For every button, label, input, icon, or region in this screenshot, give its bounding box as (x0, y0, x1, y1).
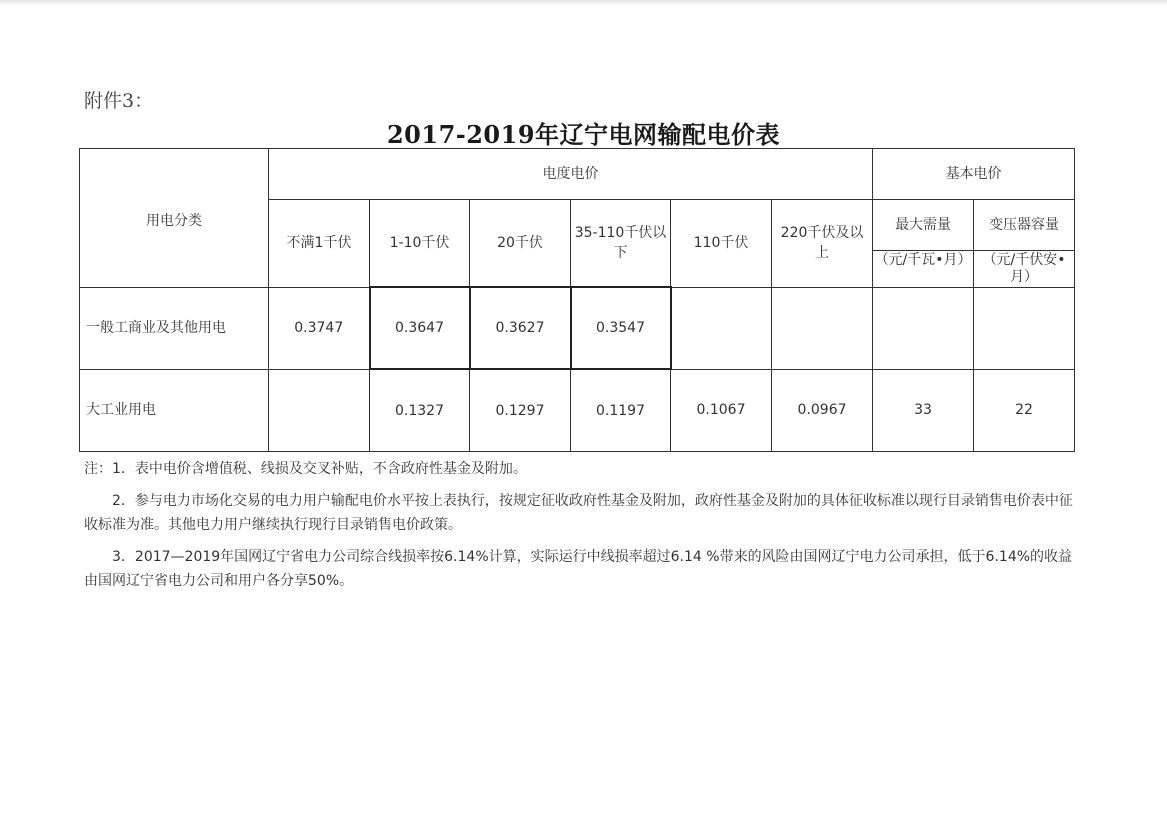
price-cell (772, 287, 873, 369)
table-row (80, 287, 1075, 369)
energy-price-header: 电度电价 (269, 149, 873, 200)
price-cell: 0.3627 (470, 287, 571, 369)
transformer-capacity-unit: （元/千伏安•月） (982, 252, 1066, 285)
transformer-capacity-cell (974, 287, 1075, 369)
category-cell: 一般工商业及其他用电 (80, 287, 269, 369)
max-demand-cell (873, 287, 974, 369)
max-demand-header (873, 200, 974, 288)
price-cell: 0.1327 (370, 369, 470, 452)
price-cell (269, 369, 370, 452)
price-cell: 0.1197 (571, 369, 671, 452)
transformer-capacity-label: 变压器容量 (974, 200, 1074, 251)
header-row-1 (80, 149, 1075, 200)
voltage-header: 220千伏及以上 (772, 200, 873, 288)
price-table (79, 148, 1075, 452)
voltage-header: 不满1千伏 (269, 200, 370, 288)
voltage-header: 20千伏 (470, 200, 571, 288)
price-cell: 0.3547 (571, 287, 671, 369)
scan-edge (0, 0, 1167, 6)
note-1: 注：1．表中电价含增值税、线损及交叉补贴，不含政府性基金及附加。 (84, 461, 527, 477)
price-cell: 0.1067 (671, 369, 772, 452)
price-cell: 0.3747 (269, 287, 370, 369)
transformer-capacity-header (974, 200, 1075, 288)
price-cell: 0.0967 (772, 369, 873, 452)
voltage-header: 1-10千伏 (370, 200, 470, 288)
transformer-capacity-cell: 22 (974, 369, 1075, 452)
voltage-header: 110千伏 (671, 200, 772, 288)
price-cell: 0.3647 (370, 287, 470, 369)
table-row (80, 369, 1075, 452)
document-title: 2017-2019年辽宁电网输配电价表 (386, 120, 781, 149)
max-demand-label: 最大需量 (873, 200, 973, 251)
max-demand-cell: 33 (873, 369, 974, 452)
price-cell (671, 287, 772, 369)
voltage-header: 35-110千伏以下 (571, 200, 671, 288)
note-2: 2．参与电力市场化交易的电力用户输配电价水平按上表执行，按规定征收政府性基金及附加，政府性基金及附加的具体征收标准以现行目录销售电价表中征收标准为准。其他电力用户继续执行现行目录销售电价政策。 (84, 493, 1073, 533)
attachment-label: 附件3： (84, 90, 154, 112)
category-cell: 大工业用电 (80, 369, 269, 452)
notes (84, 457, 1074, 593)
price-cell: 0.1297 (470, 369, 571, 452)
note-3: 3．2017—2019年国网辽宁省电力公司综合线损率按6.14%计算，实际运行中线损率超过6.14 %带来的风险由国网辽宁电力公司承担，低于6.14%的收益由国网辽宁省电力公司和用户各分享50%。 (84, 549, 1073, 589)
basic-price-header: 基本电价 (873, 149, 1075, 200)
category-header: 用电分类 (80, 149, 269, 288)
max-demand-unit: （元/千瓦•月） (874, 252, 972, 268)
